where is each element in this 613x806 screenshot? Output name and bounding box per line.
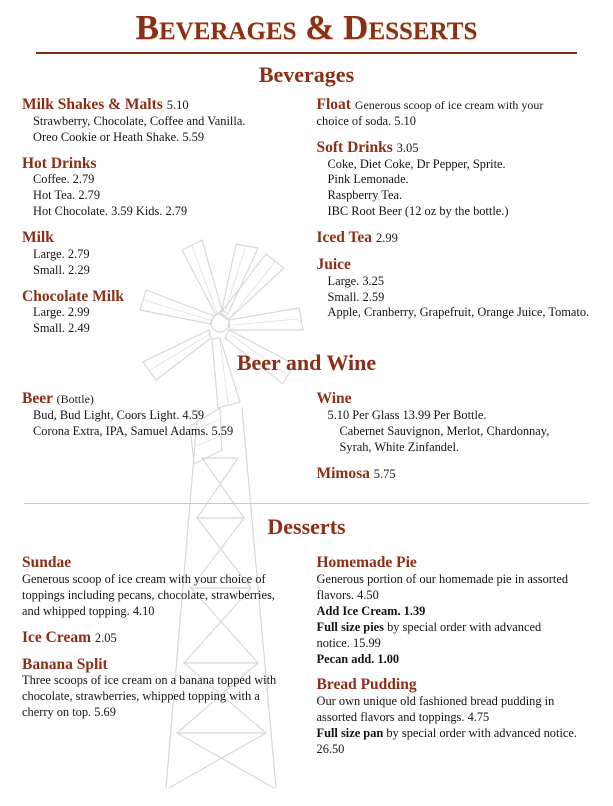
menu-item-name: Ice Cream 2.05 — [22, 628, 117, 646]
menu-item-name: Hot Drinks — [22, 154, 97, 172]
menu-item-description: Coke, Diet Coke, Dr Pepper, Sprite. Pink Lemonade. Raspberry Tea. IBC Root Beer (12 oz by the bottle.) — [327, 156, 509, 219]
menu-item-description: Our own unique old fashioned bread pudding in assorted flavors and toppings. 4.75 Full size pan by special order with advanced notice. 26.50 — [316, 694, 577, 756]
menu-item — [317, 139, 600, 220]
title-divider — [36, 52, 577, 54]
menu-item-description: Strawberry, Chocolate, Coffee and Vanilla. Oreo Cookie or Heath Shake. 5.59 — [33, 113, 246, 144]
menu-item — [317, 465, 600, 483]
menu-item — [22, 155, 301, 220]
menu-item-name: Soft Drinks 3.05 — [316, 138, 419, 156]
beverages-left-column — [10, 96, 307, 346]
menu-item — [317, 676, 600, 757]
menu-item-description: choice of soda. 5.10 — [316, 113, 416, 128]
desserts-columns — [10, 554, 603, 766]
menu-item — [317, 229, 600, 247]
menu-item — [22, 288, 301, 338]
menu-page — [0, 8, 613, 767]
menu-item-description: Generous portion of our homemade pie in assorted flavors. 4.50 Add Ice Cream. 1.39 Full size pies by special order with advanced notice. 15.99 Pecan add. 1.00 — [316, 572, 569, 666]
menu-item-description: Large. 2.79 Small. 2.29 — [33, 246, 90, 277]
menu-item-name: Float Generous scoop of ice cream with your — [316, 96, 544, 113]
menu-item-description: Bud, Bud Light, Coors Light. 4.59 Corona Extra, IPA, Samuel Adams. 5.59 — [33, 407, 234, 438]
menu-item-price: 2.05 — [94, 630, 117, 645]
desserts-right-column — [307, 554, 604, 766]
menu-item — [317, 256, 600, 321]
menu-item — [22, 656, 301, 721]
menu-item-name: Iced Tea 2.99 — [316, 229, 398, 246]
menu-item-name: Chocolate Milk — [22, 287, 125, 305]
section-heading-desserts: Desserts — [267, 514, 346, 540]
menu-item-name: Homemade Pie — [316, 554, 417, 572]
section-desserts — [10, 514, 603, 766]
menu-item-price: 2.99 — [375, 231, 398, 245]
menu-item — [317, 96, 600, 130]
page-title: Beverages & Desserts — [135, 8, 478, 47]
menu-item-description: Three scoops of ice cream on a banana topped with chocolate, strawberries, whipped topping with a cherry on top. 5.69 — [22, 673, 277, 720]
beverages-right-column — [307, 96, 604, 346]
menu-item-name: Beer (Bottle) — [22, 390, 94, 408]
menu-item — [22, 390, 301, 440]
menu-item — [22, 554, 301, 619]
section-heading-beverages: Beverages — [258, 62, 355, 87]
menu-item-qualifier: (Bottle) — [56, 392, 94, 407]
menu-item-name: Bread Pudding — [316, 676, 417, 694]
menu-item-description: Large. 3.25 Small. 2.59 Apple, Cranberry, Grapefruit, Orange Juice, Tomato. — [327, 273, 590, 320]
section-beverages — [10, 62, 603, 346]
menu-item-name: Juice — [316, 255, 351, 273]
menu-item-name: Wine — [316, 390, 352, 408]
line-rest: by special order with advanced notice. — [383, 726, 577, 740]
menu-item-description: 5.10 Per Glass 13.99 Per Bottle. Cabernet Sauvignon, Merlot, Chardonnay, Syrah, White Zinfandel. — [327, 407, 550, 454]
section-divider — [24, 503, 589, 504]
menu-item-name: Banana Split — [22, 655, 108, 673]
menu-item — [317, 390, 600, 455]
menu-item-description: Large. 2.99 Small. 2.49 — [33, 305, 90, 336]
menu-item-price: 5.75 — [373, 466, 396, 481]
menu-item-name: Mimosa 5.75 — [316, 464, 396, 482]
bold-lead: Full size pan — [316, 726, 384, 740]
beverages-columns — [10, 96, 603, 346]
bold-lead: Full size pies — [316, 619, 384, 634]
menu-item — [317, 554, 600, 667]
menu-item — [22, 96, 301, 146]
beer-wine-columns — [10, 390, 603, 491]
beer-wine-right-column — [307, 390, 604, 491]
desserts-left-column — [10, 554, 307, 766]
menu-item-inline-description: Generous scoop of ice cream with your — [354, 98, 544, 112]
menu-item-price: 3.05 — [396, 140, 419, 155]
section-beer-and-wine — [10, 350, 603, 491]
menu-item-description: Coffee. 2.79 Hot Tea. 2.79 Hot Chocolate. 3.59 Kids. 2.79 — [33, 172, 188, 219]
section-heading-beer-and-wine: Beer and Wine — [236, 350, 377, 376]
menu-item-name: Milk Shakes & Malts 5.10 — [22, 96, 189, 113]
beer-wine-left-column — [10, 390, 307, 491]
menu-item-description: Generous scoop of ice cream with your choice of toppings including pecans, chocolate, strawberries, and whipped topping. 4.10 — [22, 572, 275, 618]
menu-item-name: Milk — [22, 229, 54, 246]
line-rest: by special order with advanced — [383, 619, 542, 634]
menu-item — [22, 629, 301, 647]
menu-item-name: Sundae — [22, 554, 72, 572]
menu-item — [22, 229, 301, 279]
menu-item-price: 5.10 — [166, 98, 189, 112]
